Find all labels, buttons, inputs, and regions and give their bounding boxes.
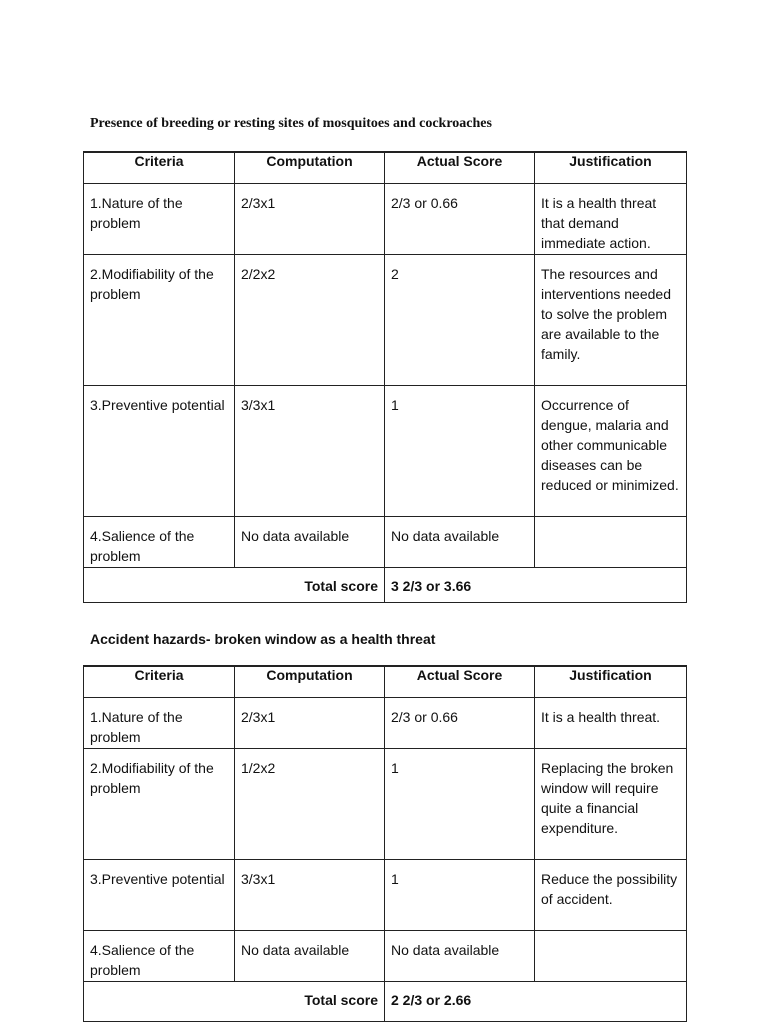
table-header-row [84,666,687,698]
computation-cell: No data available [235,517,385,568]
total-row [84,568,687,603]
criteria-cell: 3.Preventive potential [84,386,235,517]
justification-cell: Occurrence of dengue, malaria and other communicable diseases can be reduced or minimized. [535,386,687,517]
criteria-cell: 3.Preventive potential [84,860,235,931]
total-score-label: Total score [84,568,385,603]
computation-cell: 2/3x1 [235,184,385,255]
header-justification: Justification [535,666,687,698]
justification-cell [535,931,687,982]
table-row [84,386,687,517]
criteria-cell: 2.Modifiability of the problem [84,749,235,860]
total-row [84,982,687,1022]
computation-cell: 1/2x2 [235,749,385,860]
total-score-label: Total score [84,982,385,1022]
score-cell: 1 [385,860,535,931]
score-cell: 2/3 or 0.66 [385,698,535,749]
justification-cell: Replacing the broken window will require quite a financial expenditure. [535,749,687,860]
header-computation: Computation [235,152,385,184]
criteria-cell: 1.Nature of the problem [84,184,235,255]
computation-cell: 3/3x1 [235,386,385,517]
table-row [84,184,687,255]
criteria-cell: 4.Salience of the problem [84,931,235,982]
section-2-title: Accident hazards- broken window as a health threat [90,631,436,647]
scoring-table-2 [83,665,687,1022]
table-header-row [84,152,687,184]
justification-cell: Reduce the possibility of accident. [535,860,687,931]
justification-cell [535,517,687,568]
total-score-value: 2 2/3 or 2.66 [385,982,687,1022]
justification-cell: It is a health threat that demand immediate action. [535,184,687,255]
criteria-cell: 4.Salience of the problem [84,517,235,568]
header-criteria: Criteria [84,666,235,698]
table-row [84,860,687,931]
score-cell: 1 [385,386,535,517]
header-criteria: Criteria [84,152,235,184]
computation-cell: 2/3x1 [235,698,385,749]
scoring-table-1 [83,151,687,603]
justification-cell: The resources and interventions needed to solve the problem are available to the family. [535,255,687,386]
score-cell: 2 [385,255,535,386]
section-1-title: Presence of breeding or resting sites of mosquitoes and cockroaches [90,116,492,131]
computation-cell: 2/2x2 [235,255,385,386]
header-actual-score: Actual Score [385,152,535,184]
computation-cell: No data available [235,931,385,982]
score-cell: 2/3 or 0.66 [385,184,535,255]
criteria-cell: 2.Modifiability of the problem [84,255,235,386]
table-row [84,931,687,982]
criteria-cell: 1.Nature of the problem [84,698,235,749]
score-cell: No data available [385,517,535,568]
header-justification: Justification [535,152,687,184]
justification-cell: It is a health threat. [535,698,687,749]
header-actual-score: Actual Score [385,666,535,698]
table-row [84,255,687,386]
table-row [84,698,687,749]
total-score-value: 3 2/3 or 3.66 [385,568,687,603]
score-cell: 1 [385,749,535,860]
score-cell: No data available [385,931,535,982]
computation-cell: 3/3x1 [235,860,385,931]
table-row [84,749,687,860]
table-row [84,517,687,568]
header-computation: Computation [235,666,385,698]
